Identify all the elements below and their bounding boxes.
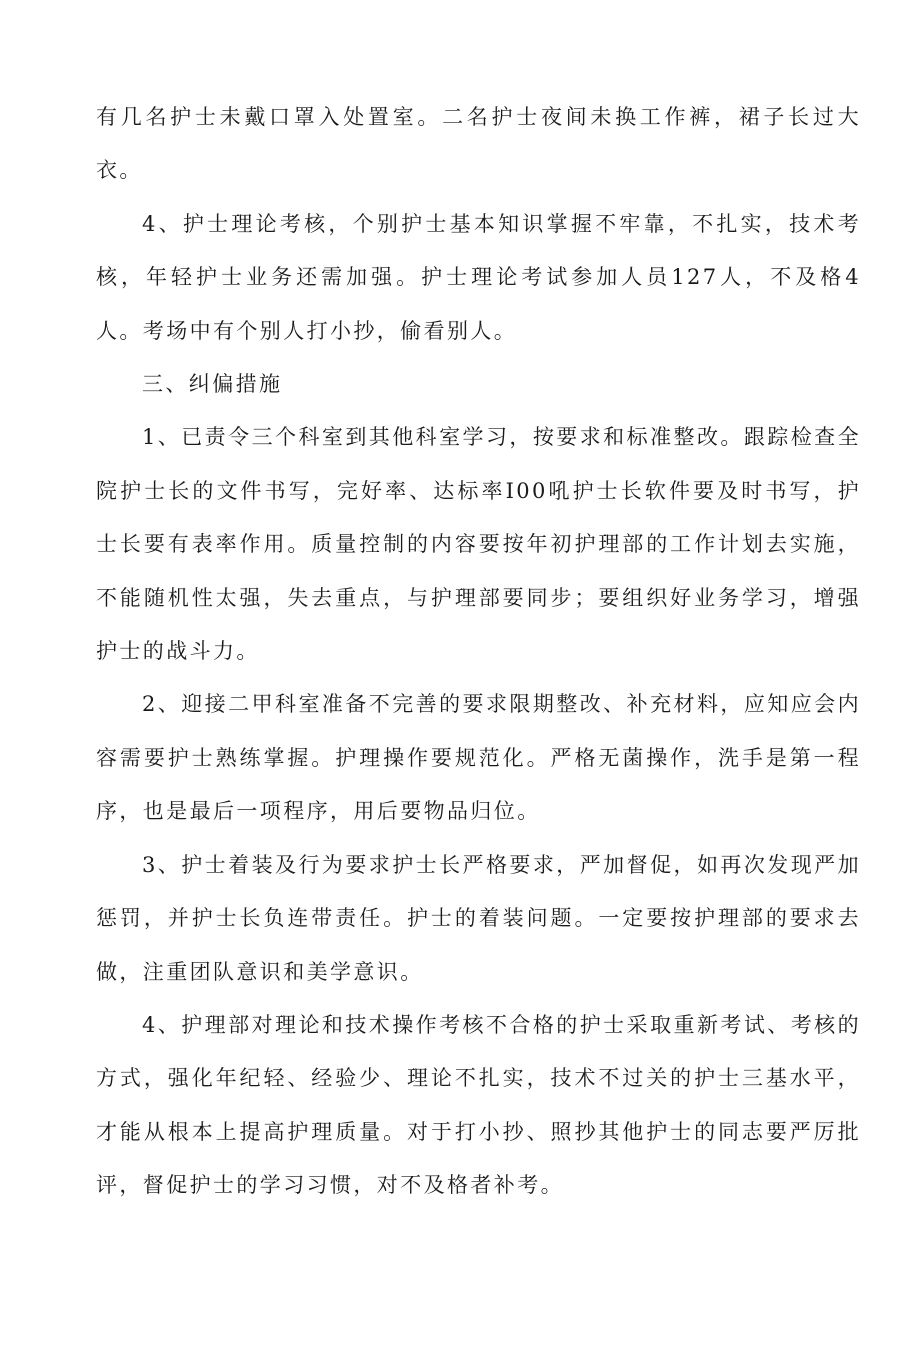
- section-heading-corrective-measures: 三、纠偏措施: [142, 372, 283, 397]
- paragraph-measure-2: 2、迎接二甲科室准备不完善的要求限期整改、补充材料，应知应会内容需要护士熟练掌握。护理操作要规范化。严格无菌操作，洗手是第一程序，也是最后一项程序，用后要物品归位。: [96, 692, 861, 824]
- document-body: [96, 91, 861, 1213]
- paragraph-item-4-exam: 4、护士理论考核，个别护士基本知识掌握不牢靠，不扎实，技术考核，年轻护士业务还需加强。护士理论考试参加人员127人，不及格4人。考场中有个别人打小抄，偷看别人。: [96, 211, 861, 343]
- paragraph-measure-1: 1、已责令三个科室到其他科室学习，按要求和标准整改。跟踪检查全院护士长的文件书写，完好率、达标率I00吼护士长软件要及时书写，护士长要有表率作用。质量控制的内容要按年初护理部的工作计划去实施，不能随机性太强，失去重点，与护理部要同步；要组织好业务学习，增强护士的战斗力。: [96, 425, 861, 664]
- paragraph-measure-4: 4、护理部对理论和技术操作考核不合格的护士采取重新考试、考核的方式，强化年纪轻、经验少、理论不扎实，技术不过关的护士三基水平，才能从根本上提高护理质量。对于打小抄、照抄其他护士的同志要严厉批评，督促护士的学习习惯，对不及格者补考。: [96, 1012, 861, 1198]
- paragraph-measure-3: 3、护士着装及行为要求护士长严格要求，严加督促，如再次发现严加惩罚，并护士长负连带责任。护士的着装问题。一定要按护理部的要求去做，注重团队意识和美学意识。: [96, 852, 861, 984]
- paragraph-continuation: 有几名护士未戴口罩入处置室。二名护士夜间未换工作裤，裙子长过大衣。: [96, 105, 861, 183]
